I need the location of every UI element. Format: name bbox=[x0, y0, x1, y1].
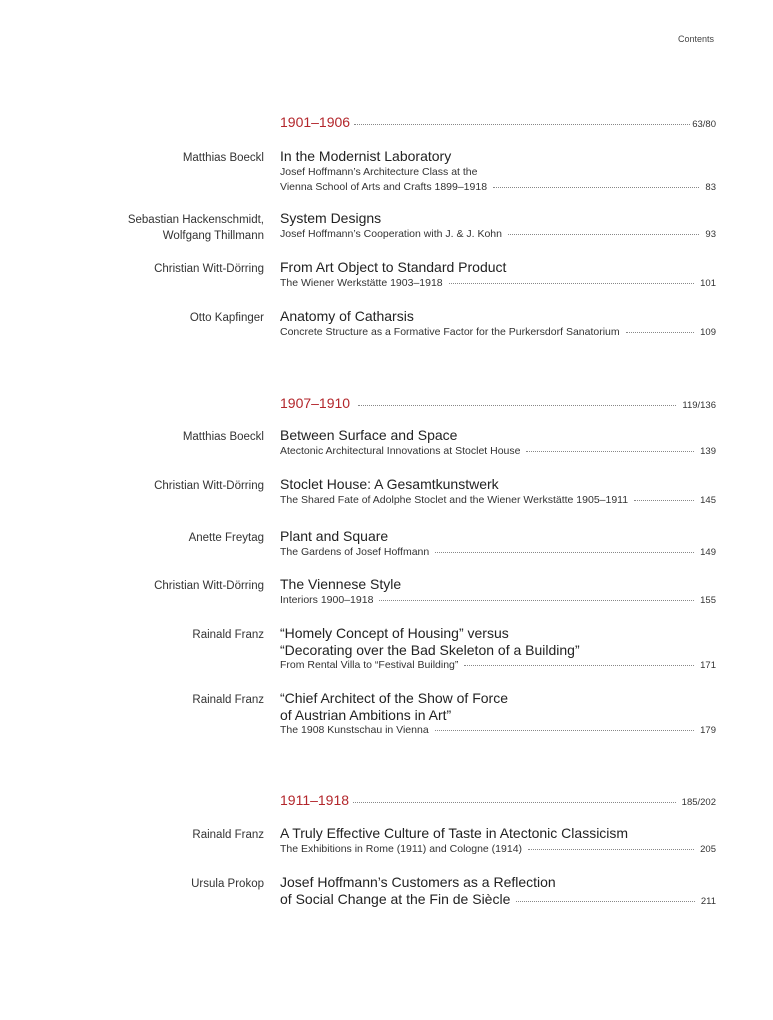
author-name: Rainald Franz bbox=[192, 829, 264, 841]
author-name: Wolfgang Thillmann bbox=[162, 230, 264, 242]
author-name: Matthias Boeckl bbox=[182, 431, 264, 443]
entry-subtitle: Josef Hoffmann’s Cooperation with J. & J. Kohn bbox=[280, 227, 502, 240]
page-number: 93 bbox=[705, 228, 716, 240]
dot-leader bbox=[634, 500, 694, 501]
author-name: Christian Witt-Dörring bbox=[154, 263, 264, 275]
author-name: Otto Kapfinger bbox=[189, 312, 264, 324]
page-number: 155 bbox=[700, 594, 716, 606]
page-number: 63/80 bbox=[692, 119, 716, 130]
page-number: 139 bbox=[700, 445, 716, 457]
author-name: Sebastian Hackenschmidt, bbox=[127, 214, 264, 226]
dot-leader bbox=[435, 730, 694, 731]
entry-title: From Art Object to Standard Product bbox=[280, 259, 507, 275]
entry-title: System Designs bbox=[280, 210, 382, 226]
dot-leader bbox=[449, 283, 694, 284]
entry-title: Josef Hoffmann’s Customers as a Reflection bbox=[280, 874, 556, 890]
page-number: 145 bbox=[700, 494, 716, 506]
section-title: 1911–1918 bbox=[280, 792, 350, 808]
dot-leader bbox=[354, 124, 690, 125]
entry-subtitle: The Shared Fate of Adolphe Stoclet and the Wiener Werkstätte 1905–1911 bbox=[280, 493, 629, 506]
page-number: 205 bbox=[700, 843, 716, 855]
author-name: Christian Witt-Dörring bbox=[154, 480, 264, 492]
entry-title: Plant and Square bbox=[280, 528, 389, 544]
entry-title: of Austrian Ambitions in Art” bbox=[280, 706, 452, 723]
dot-leader bbox=[528, 849, 694, 850]
entry-subtitle: Josef Hoffmann’s Architecture Class at the bbox=[280, 165, 478, 178]
section-title: 1901–1906 bbox=[280, 114, 351, 130]
entry-subtitle: The Gardens of Josef Hoffmann bbox=[280, 545, 430, 558]
author-name: Anette Freytag bbox=[188, 532, 264, 544]
page-number: 171 bbox=[700, 660, 716, 671]
entry-title: Between Surface and Space bbox=[280, 427, 458, 443]
dot-leader bbox=[464, 665, 694, 666]
page-number: 101 bbox=[700, 277, 716, 289]
dot-leader bbox=[526, 451, 694, 452]
entry-subtitle: The 1908 Kunstschau in Vienna bbox=[280, 724, 429, 736]
dot-leader bbox=[353, 802, 676, 803]
page-number: 179 bbox=[700, 725, 716, 736]
entry-subtitle: Concrete Structure as a Formative Factor for the Purkersdorf Sanatorium bbox=[280, 325, 620, 338]
page-number: 83 bbox=[705, 181, 716, 193]
entry-title: In the Modernist Laboratory bbox=[280, 148, 452, 164]
entry-subtitle: Atectonic Architectural Innovations at Stoclet House bbox=[280, 444, 521, 457]
author-name: Matthias Boeckl bbox=[182, 152, 264, 164]
running-header: Contents bbox=[677, 34, 714, 44]
entry-subtitle: From Rental Villa to “Festival Building” bbox=[280, 659, 459, 671]
entry-subtitle: Interiors 1900–1918 bbox=[280, 593, 374, 606]
dot-leader bbox=[508, 234, 699, 235]
dot-leader bbox=[379, 600, 694, 601]
page-number: 185/202 bbox=[681, 797, 716, 808]
dot-leader bbox=[626, 332, 695, 333]
page-number: 149 bbox=[700, 546, 716, 558]
dot-leader bbox=[493, 187, 699, 188]
entry-title: Anatomy of Catharsis bbox=[280, 308, 414, 324]
entry-subtitle: Vienna School of Arts and Crafts 1899–1918 bbox=[280, 180, 488, 193]
entry-subtitle: The Exhibitions in Rome (1911) and Cologne (1914) bbox=[280, 842, 523, 855]
entry-title: “Homely Concept of Housing” versus bbox=[280, 625, 509, 641]
dot-leader bbox=[358, 405, 676, 406]
dot-leader bbox=[435, 552, 694, 553]
author-name: Rainald Franz bbox=[192, 629, 264, 641]
entry-title: “Chief Architect of the Show of Force bbox=[280, 690, 508, 706]
entry-title: “Decorating over the Bad Skeleton of a Building” bbox=[280, 641, 580, 658]
entry-title: The Viennese Style bbox=[280, 576, 402, 592]
author-name: Christian Witt-Dörring bbox=[154, 580, 264, 592]
entry-title: A Truly Effective Culture of Taste in Atectonic Classicism bbox=[280, 825, 629, 841]
page-number: 211 bbox=[700, 895, 716, 907]
section-title: 1907–1910 bbox=[280, 395, 351, 411]
entry-subtitle: The Wiener Werkstätte 1903–1918 bbox=[280, 276, 443, 289]
page-number: 119/136 bbox=[682, 400, 716, 411]
author-name: Ursula Prokop bbox=[191, 878, 264, 890]
entry-title: Stoclet House: A Gesamtkunstwerk bbox=[280, 476, 499, 492]
dot-leader bbox=[516, 901, 694, 902]
page-number: 109 bbox=[700, 326, 716, 338]
author-name: Rainald Franz bbox=[192, 694, 264, 706]
entry-title: of Social Change at the Fin de Siècle bbox=[280, 890, 511, 907]
